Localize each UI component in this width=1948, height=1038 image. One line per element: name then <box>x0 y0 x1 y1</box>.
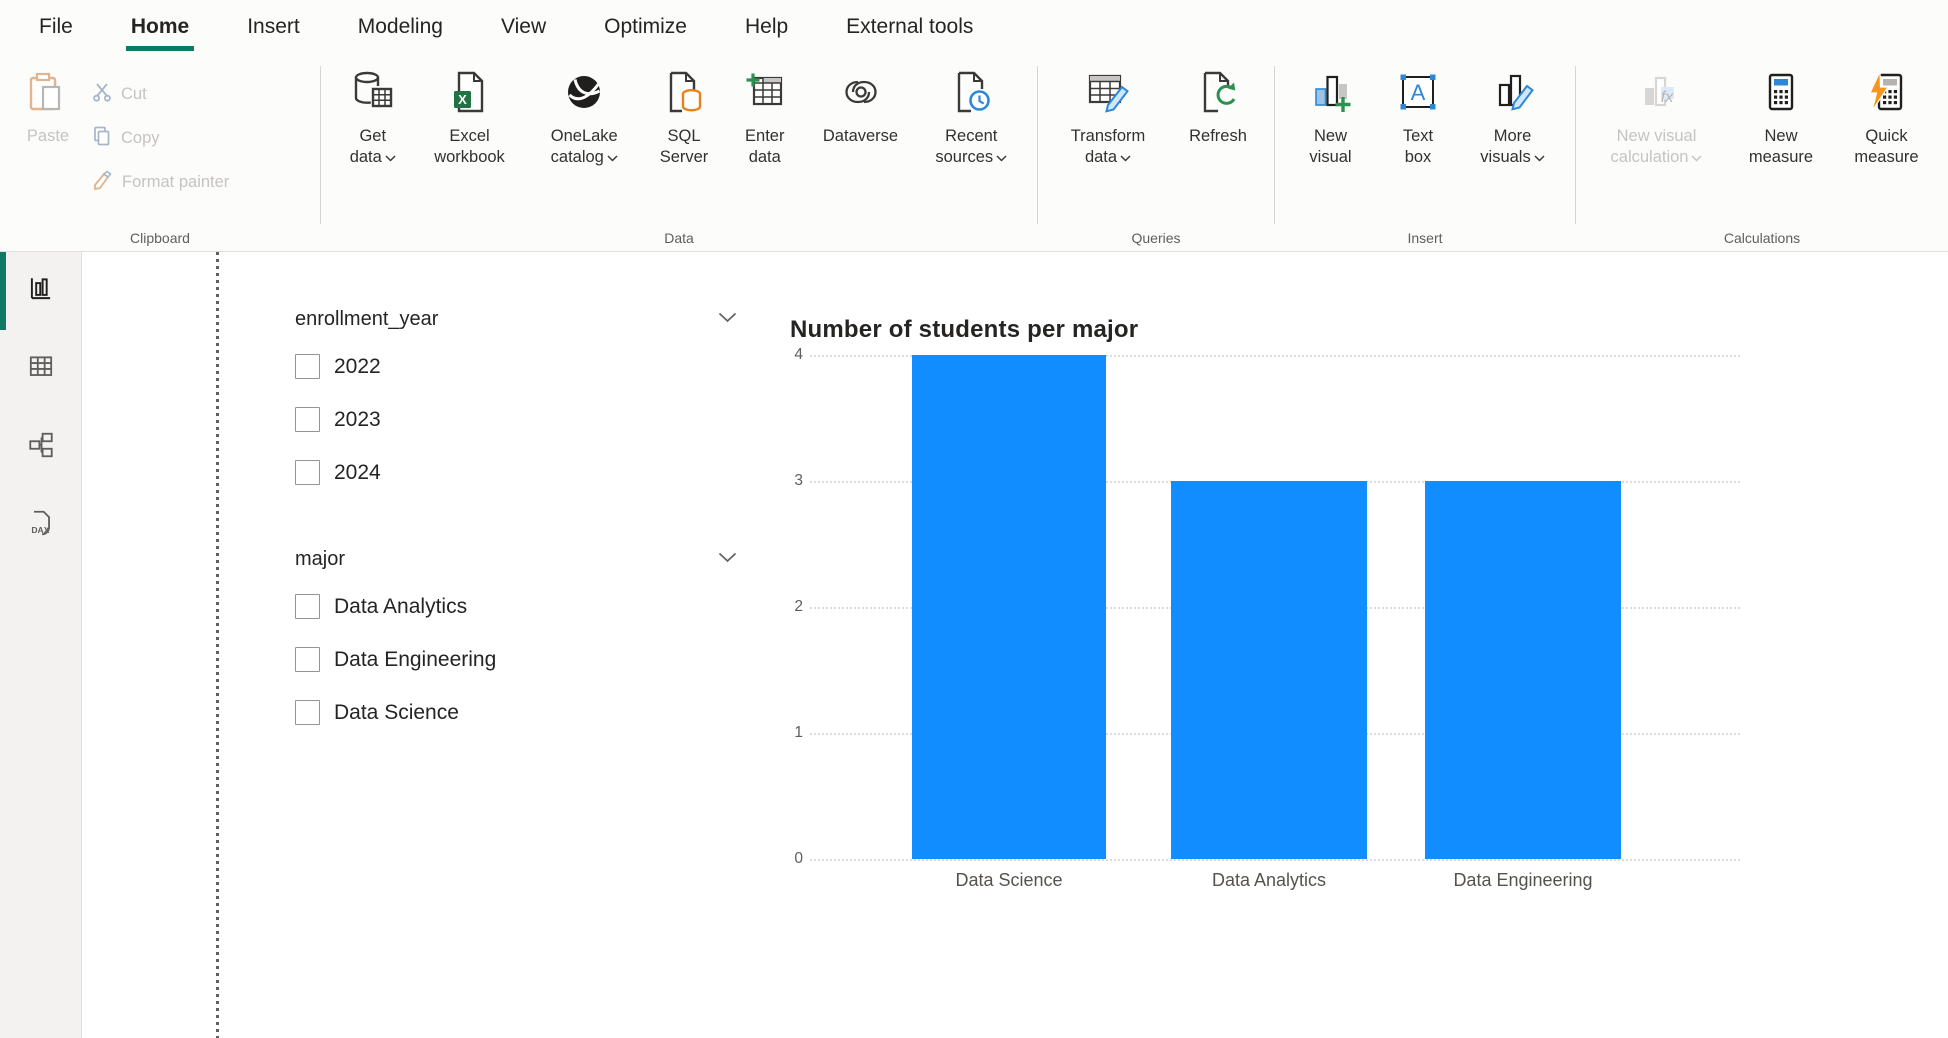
sidebar-item-report-view[interactable] <box>0 252 82 330</box>
chevron-down-icon <box>385 155 396 162</box>
slicer-checkbox-2023[interactable] <box>295 393 737 446</box>
bar[interactable] <box>1171 481 1367 859</box>
menu-external-tools[interactable]: External tools <box>846 15 974 38</box>
chevron-down-icon <box>1691 155 1702 162</box>
recent-sources-icon <box>947 68 995 116</box>
dataverse-icon <box>837 68 885 116</box>
report-view-icon <box>26 274 56 309</box>
y-axis-tick-label: 4 <box>794 346 803 363</box>
y-axis-tick-label: 2 <box>794 598 803 615</box>
gridline <box>810 859 1740 861</box>
new-visual-icon <box>1307 68 1355 116</box>
onelake-catalog-button[interactable]: OneLake catalog <box>541 68 627 168</box>
chevron-down-icon <box>996 155 1007 162</box>
slicer-item-label: 2024 <box>334 460 381 484</box>
menu-help[interactable]: Help <box>744 15 789 38</box>
data-group-label: Data <box>664 230 694 246</box>
cut-button[interactable]: Cut <box>92 72 229 116</box>
sql-server-button[interactable]: SQL Server <box>656 68 712 168</box>
x-axis-category-label: Data Analytics <box>1211 870 1327 890</box>
sidebar-item-model-view[interactable] <box>0 408 82 486</box>
svg-text:DAX: DAX <box>31 524 50 535</box>
sidebar-item-dax-query-view[interactable] <box>0 486 82 564</box>
bar-chart-plot <box>785 308 1750 933</box>
slicer-header <box>295 546 737 572</box>
paste-button[interactable]: Paste <box>22 68 74 147</box>
slicer-title: major <box>295 547 346 570</box>
x-axis-category-label: Data Engineering <box>1453 870 1593 890</box>
copy-button[interactable]: Copy <box>92 116 229 160</box>
y-axis-tick-label: 3 <box>794 472 803 489</box>
y-axis-tick-label: 0 <box>794 850 803 867</box>
chevron-down-icon <box>1534 155 1545 162</box>
transform-data-icon <box>1084 68 1132 116</box>
svg-text:fx: fx <box>1660 89 1673 106</box>
table-view-icon <box>26 352 56 387</box>
ribbon-group-queries <box>1038 54 1274 251</box>
sidebar-item-table-view[interactable] <box>0 330 82 408</box>
new-visual-button[interactable]: New visual <box>1303 68 1359 168</box>
chevron-down-icon[interactable] <box>718 550 737 568</box>
slicer-item-label: Data Analytics <box>334 594 468 618</box>
checkbox-icon <box>295 354 320 379</box>
new-visual-calculation-button[interactable]: fx New visual calculation <box>1602 68 1712 168</box>
chevron-down-icon <box>1120 155 1131 162</box>
more-visuals-icon <box>1489 68 1537 116</box>
dax-query-view-icon <box>26 508 56 543</box>
copy-icon <box>92 126 112 151</box>
page-boundary-dotted-line <box>216 252 219 1038</box>
view-sidebar <box>0 252 82 1038</box>
slicer-enrollment-year[interactable] <box>295 306 737 499</box>
dataverse-button[interactable]: Dataverse <box>818 68 904 147</box>
menu-insert[interactable]: Insert <box>247 15 300 38</box>
checkbox-icon <box>295 700 320 725</box>
excel-workbook-icon <box>446 68 494 116</box>
bar-chart-visual[interactable] <box>785 308 1750 933</box>
chevron-down-icon[interactable] <box>718 310 737 328</box>
ribbon-group-calculations <box>1576 54 1948 251</box>
chart-title: Number of students per major <box>790 316 1139 343</box>
checkbox-icon <box>295 647 320 672</box>
sql-server-icon <box>660 68 708 116</box>
ribbon <box>0 54 1948 252</box>
new-visual-calculation-icon <box>1633 68 1681 116</box>
bar[interactable] <box>912 355 1106 859</box>
menu-modeling[interactable]: Modeling <box>357 15 443 38</box>
model-view-icon <box>26 430 56 465</box>
excel-workbook-button[interactable]: X Excel workbook <box>427 68 513 168</box>
slicer-title: enrollment_year <box>295 307 439 330</box>
slicer-item-list <box>295 580 737 739</box>
ribbon-group-data <box>321 54 1037 251</box>
recent-sources-button[interactable]: Recent sources <box>932 68 1010 168</box>
paste-icon <box>24 68 72 116</box>
get-data-button[interactable]: Get data <box>348 68 398 168</box>
x-axis-category-label: Data Science <box>955 870 1063 890</box>
refresh-icon <box>1194 68 1242 116</box>
menu-file[interactable]: File <box>39 15 73 38</box>
menu-view[interactable]: View <box>500 15 547 38</box>
svg-text:X: X <box>457 92 467 107</box>
slicer-item-label: Data Science <box>334 700 459 724</box>
new-measure-icon <box>1757 68 1805 116</box>
more-visuals-button[interactable]: More visuals <box>1478 68 1548 168</box>
ribbon-group-clipboard <box>0 54 320 251</box>
enter-data-button[interactable]: Enter data <box>741 68 789 168</box>
menu-optimize[interactable]: Optimize <box>604 15 687 38</box>
cut-icon <box>92 82 112 107</box>
svg-text:A: A <box>1410 80 1426 105</box>
slicer-checkbox-data-analytics[interactable] <box>295 580 737 633</box>
slicer-checkbox-2024[interactable] <box>295 446 737 499</box>
slicer-checkbox-2022[interactable] <box>295 340 737 393</box>
enter-data-icon <box>741 68 789 116</box>
slicer-checkbox-data-science[interactable] <box>295 686 737 739</box>
text-box-icon <box>1394 68 1442 116</box>
slicer-item-label: 2022 <box>334 354 381 378</box>
chevron-down-icon <box>607 155 618 162</box>
new-measure-button[interactable]: New measure <box>1745 68 1817 168</box>
calculations-group-label: Calculations <box>1723 230 1801 246</box>
menu-bar <box>0 0 1948 54</box>
queries-group-label: Queries <box>1131 230 1181 246</box>
checkbox-icon <box>295 407 320 432</box>
slicer-header <box>295 306 737 332</box>
insert-group-label: Insert <box>1407 230 1443 246</box>
slicer-item-list <box>295 340 737 499</box>
ribbon-group-insert <box>1275 54 1575 251</box>
slicer-major[interactable] <box>295 546 737 739</box>
format-painter-button[interactable]: Format painter <box>92 160 229 204</box>
slicer-checkbox-data-engineering[interactable] <box>295 633 737 686</box>
checkbox-icon <box>295 594 320 619</box>
clipboard-group-label: Clipboard <box>130 230 190 246</box>
transform-data-button[interactable]: Transform data <box>1062 68 1154 168</box>
menu-home[interactable]: Home <box>102 0 218 54</box>
quick-measure-button[interactable]: Quick measure <box>1851 68 1923 168</box>
y-axis-tick-label: 1 <box>794 724 803 741</box>
checkbox-icon <box>295 460 320 485</box>
bar[interactable] <box>1425 481 1621 859</box>
format-painter-icon <box>92 170 113 195</box>
text-box-button[interactable]: A Text box <box>1394 68 1442 168</box>
refresh-button[interactable]: Refresh <box>1186 68 1250 147</box>
get-data-icon <box>349 68 397 116</box>
quick-measure-icon <box>1863 68 1911 116</box>
onelake-catalog-icon <box>560 68 608 116</box>
slicer-item-label: Data Engineering <box>334 647 497 671</box>
slicer-item-label: 2023 <box>334 407 381 431</box>
